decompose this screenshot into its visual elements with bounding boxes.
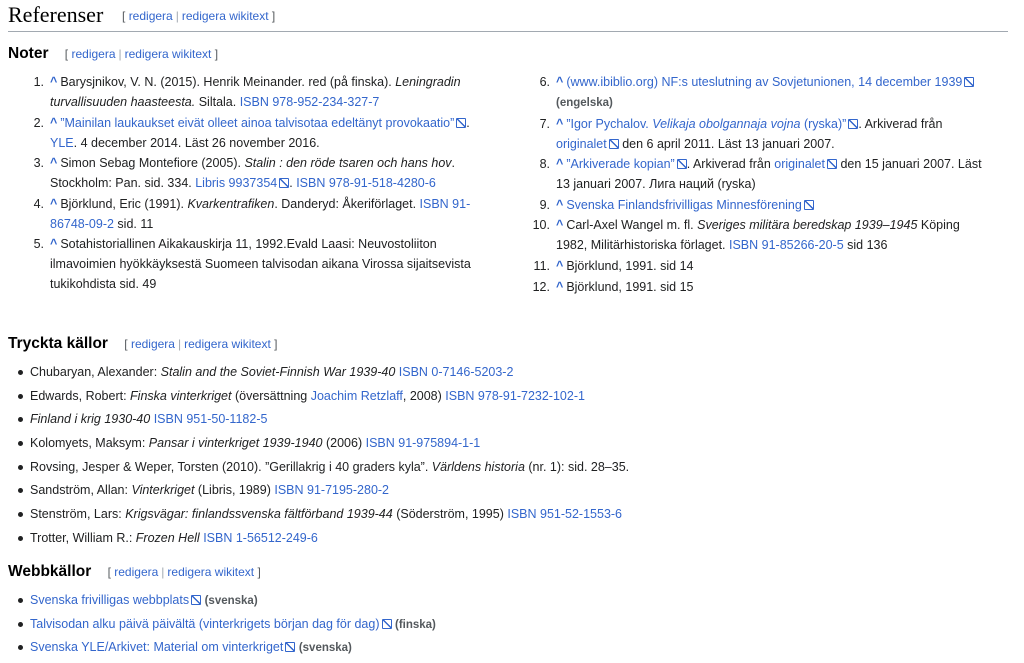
italic-text: Stalin and the Soviet-Finnish War 1939-40 xyxy=(160,365,396,379)
noter-heading xyxy=(8,45,218,63)
backlink-caret-icon[interactable]: ^ xyxy=(50,196,58,211)
internal-link[interactable]: ISBN 951-52-1553-6 xyxy=(507,507,623,522)
text: . Danderyd: Åkeriförlaget. xyxy=(274,196,420,211)
internal-link[interactable]: ISBN 1-56512-249-6 xyxy=(203,530,318,545)
text: , 2008) xyxy=(402,388,446,403)
text: Stenström, Lars: xyxy=(30,507,126,522)
reference-number: 6. xyxy=(539,75,550,89)
italic-text: Sveriges militära beredskap 1939–1945 xyxy=(697,218,918,233)
page-section-title: Referenser xyxy=(8,2,104,27)
text: sid 136 xyxy=(843,238,888,253)
text: Chubaryan, Alexander: xyxy=(30,365,161,379)
text: Edwards, Robert: xyxy=(30,388,131,403)
reference-item xyxy=(532,277,992,297)
external-link[interactable]: Libris 9937354 xyxy=(195,176,289,190)
source-item xyxy=(18,614,1008,638)
internal-link[interactable]: ISBN 951-50-1182-5 xyxy=(153,412,268,427)
webb-title: Webbkällor xyxy=(8,563,92,580)
backlink-caret-icon[interactable]: ^ xyxy=(556,75,564,89)
text: . xyxy=(466,115,470,130)
internal-link[interactable]: Velikaja obolgannaja vojna xyxy=(652,116,801,131)
text: Carl-Axel Wangel m. fl. xyxy=(566,218,698,233)
edit-link[interactable]: redigera xyxy=(130,337,175,351)
edit-link[interactable]: redigera xyxy=(71,47,116,61)
reference-item xyxy=(532,215,992,255)
source-item xyxy=(18,528,1008,552)
internal-link[interactable]: ISBN 91-975894-1-1 xyxy=(365,436,481,451)
reference-number: 5. xyxy=(33,237,44,252)
external-link[interactable]: Talvisodan alku päivä päivältä (vinterkrigets början dag för dag) xyxy=(30,617,392,631)
noter-title: Noter xyxy=(8,45,49,62)
text: . Stockholm: Pan. sid. 334. xyxy=(50,156,456,191)
tryckta-title: Tryckta källor xyxy=(8,335,108,352)
tryckta-edit-links: [ redigera | redigera wikitext ] xyxy=(124,337,278,351)
text: Barysjnikov, V. N. (2015). Henrik Meinander. red (på finska). xyxy=(60,75,396,89)
source-item xyxy=(18,362,1008,386)
text: Simon Sebag Montefiore (2005). xyxy=(60,156,245,171)
reference-item xyxy=(539,114,992,154)
internal-link[interactable]: ISBN 978-952-234-327-7 xyxy=(239,95,380,109)
source-item xyxy=(18,386,1008,410)
reference-item xyxy=(33,72,488,112)
reference-item xyxy=(33,113,488,153)
reference-item xyxy=(33,153,488,193)
section-edit-links: [ redigera | redigera wikitext ] xyxy=(122,9,276,23)
text: den 6 april 2011. Läst 13 januari 2007. xyxy=(618,136,835,151)
reference-number: 8. xyxy=(539,157,550,172)
external-link[interactable]: ”Mainilan laukaukset eivät olleet ainoa talvisotaa edeltänyt provokaatio” xyxy=(60,116,466,130)
references-list-right xyxy=(532,72,992,297)
language-label: (svenska) xyxy=(298,642,352,655)
internal-link[interactable]: ISBN 978-91-518-4280-6 xyxy=(296,176,436,191)
reference-number: 7. xyxy=(539,116,550,131)
source-item xyxy=(18,590,1008,614)
text: (nr. 1): sid. 28–35. xyxy=(524,459,630,474)
text: Rovsing, Jesper & Weper, Torsten (2010). ”Gerillakrig i 40 graders kyla”. xyxy=(30,459,432,474)
printed-sources-list xyxy=(18,362,1008,552)
backlink-caret-icon[interactable]: ^ xyxy=(50,237,58,252)
text: den 15 januari 2007. Läst 13 januari 2007. Лига наций (ryska) xyxy=(556,157,982,192)
italic-text: Stalin : den röde tsaren och hans hov xyxy=(244,156,452,171)
italic-text: Kvarkentrafiken xyxy=(187,196,275,211)
internal-link[interactable]: Joachim Retzlaff xyxy=(310,388,403,403)
backlink-caret-icon[interactable]: ^ xyxy=(556,157,564,172)
internal-link[interactable]: ISBN 978-91-7232-102-1 xyxy=(445,388,585,403)
edit-link[interactable]: redigera xyxy=(128,9,173,23)
edit-wikitext-link[interactable]: redigera wikitext xyxy=(167,565,255,579)
references-heading xyxy=(8,0,1008,32)
internal-link[interactable]: ”Igor Pychalov. xyxy=(566,116,653,131)
internal-link[interactable]: ISBN 91-7195-280-2 xyxy=(274,483,390,498)
internal-link[interactable]: ISBN 0-7146-5203-2 xyxy=(398,365,514,379)
reference-number: 10. xyxy=(532,218,550,233)
italic-text: Krigsvägar: finlandssvenska fältförband 1939-44 xyxy=(125,507,393,522)
text: (Söderström, 1995) xyxy=(392,507,508,522)
external-link[interactable]: Svenska frivilligas webbplats xyxy=(30,593,201,607)
italic-text: Frozen Hell xyxy=(135,530,200,545)
text: Björklund, Eric (1991). xyxy=(60,196,188,211)
reference-item xyxy=(539,154,992,194)
italic-text: Världens historia xyxy=(431,459,525,474)
reference-number: 4. xyxy=(33,196,44,211)
text: Köping 1982, Militärhistoriska förlaget. xyxy=(556,218,960,253)
reference-number: 3. xyxy=(33,156,44,171)
text: (översättning xyxy=(231,388,311,403)
reference-number: 12. xyxy=(532,279,550,294)
references-list-left xyxy=(33,72,488,295)
source-item xyxy=(18,457,1008,481)
text: Sotahistoriallinen Aikakauskirja 11, 1992.Evald Laasi: Neuvostoliiton ilmavoimien hyökkäyksestä Suomeen talvisodan aikana Virossa sijaitsevista tukikohdista sid. 49 xyxy=(50,237,471,292)
tryckta-heading xyxy=(8,335,278,353)
internal-link[interactable]: ISBN 91-85266-20-5 xyxy=(729,238,844,253)
external-link[interactable]: Svenska YLE/Arkivet: Material om vinterkriget xyxy=(30,640,295,654)
external-link[interactable]: originalet xyxy=(774,157,837,171)
edit-wikitext-link[interactable]: redigera wikitext xyxy=(184,337,271,351)
edit-link[interactable]: redigera xyxy=(114,565,159,579)
reference-item xyxy=(539,195,992,215)
backlink-caret-icon[interactable]: ^ xyxy=(556,279,564,294)
text: (Libris, 1989) xyxy=(194,483,275,498)
reference-item xyxy=(33,194,488,234)
backlink-caret-icon[interactable]: ^ xyxy=(556,197,564,212)
external-link[interactable]: Svenska Finlandsfrivilligas Minnesförening xyxy=(566,198,814,212)
reference-item xyxy=(539,72,992,113)
source-item xyxy=(18,433,1008,457)
reference-number: 2. xyxy=(33,115,44,130)
backlink-caret-icon[interactable]: ^ xyxy=(50,75,58,89)
internal-link[interactable]: YLE xyxy=(50,135,74,150)
text: . 4 december 2014. Läst 26 november 2016. xyxy=(73,135,320,150)
text: Björklund, 1991. sid 15 xyxy=(566,279,694,294)
reference-number: 11. xyxy=(533,258,550,273)
italic-text: Finska vinterkriget xyxy=(130,388,232,403)
italic-text: Leningradin turvallisuuden haasteesta. xyxy=(50,75,461,109)
italic-text: Pansar i vinterkriget 1939-1940 xyxy=(148,436,323,451)
text: Sandström, Allan: xyxy=(30,483,132,498)
internal-link[interactable]: ISBN 91-86748-09-2 xyxy=(50,196,471,231)
backlink-caret-icon[interactable]: ^ xyxy=(50,156,58,171)
edit-wikitext-link[interactable]: redigera wikitext xyxy=(124,47,212,61)
text: (2006) xyxy=(322,436,366,451)
backlink-caret-icon[interactable]: ^ xyxy=(50,115,58,130)
reference-item xyxy=(33,234,488,294)
noter-edit-links: [ redigera | redigera wikitext ] xyxy=(64,47,219,61)
language-label: (finska) xyxy=(394,618,436,631)
italic-text: Vinterkriget xyxy=(131,483,195,498)
source-item xyxy=(18,637,1008,661)
language-label: (engelska) xyxy=(556,97,613,109)
external-link[interactable]: (ryska)” xyxy=(801,117,859,131)
italic-text: Finland i krig 1930-40 xyxy=(30,412,151,427)
text: Björklund, 1991. sid 14 xyxy=(566,258,694,273)
source-item xyxy=(18,504,1008,528)
text: Trotter, William R.: xyxy=(30,530,136,545)
external-link[interactable]: originalet xyxy=(556,137,619,151)
reference-number: 9. xyxy=(539,197,550,212)
webb-heading xyxy=(8,563,261,581)
backlink-caret-icon[interactable]: ^ xyxy=(556,258,564,273)
external-link[interactable]: ”Arkiverade kopian” xyxy=(566,157,686,171)
text: . xyxy=(289,176,297,191)
backlink-caret-icon[interactable]: ^ xyxy=(556,116,564,131)
text: Siltala. xyxy=(195,95,240,109)
text: sid. 11 xyxy=(113,216,154,231)
edit-wikitext-link[interactable]: redigera wikitext xyxy=(181,9,269,23)
text: . Arkiverad från xyxy=(858,116,943,131)
reference-number: 1. xyxy=(33,75,44,89)
source-item xyxy=(18,480,1008,504)
external-link[interactable]: (www.ibiblio.org) NF:s uteslutning av Sovjetunionen, 14 december 1939 xyxy=(566,75,974,89)
source-item xyxy=(18,409,1008,433)
webb-edit-links: [ redigera | redigera wikitext ] xyxy=(107,565,261,579)
reference-item xyxy=(533,256,992,276)
web-sources-list xyxy=(18,590,1008,661)
language-label: (svenska) xyxy=(204,595,258,607)
backlink-caret-icon[interactable]: ^ xyxy=(556,218,564,233)
text: . Arkiverad från xyxy=(686,157,775,172)
text: Kolomyets, Maksym: xyxy=(30,436,149,451)
